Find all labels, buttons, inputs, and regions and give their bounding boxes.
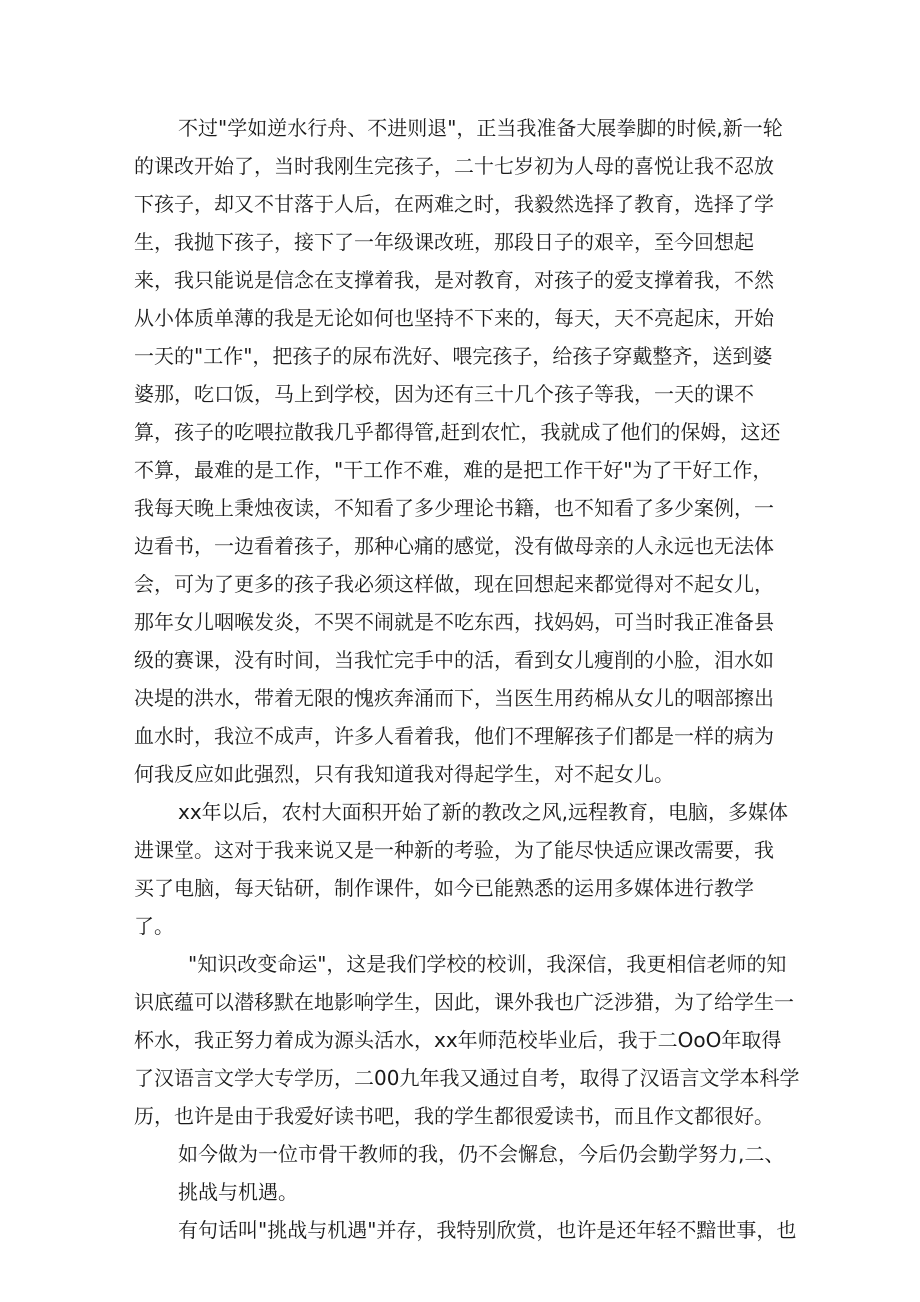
- text-line: xx年以后，农村大面积开始了新的教改之风,远程教育，电脑，多媒体: [178, 800, 789, 824]
- text-line: 那年女儿咽喉发炎，不哭不闹就是不吃东西，找妈妈，可当时我正准备县: [134, 610, 774, 634]
- text-line: 级的赛课，没有时间，当我忙完手中的活，看到女儿瘦削的小脸，泪水如: [134, 648, 774, 672]
- text-line: 不过"学如逆水行舟、不进则退"，正当我准备大展拳脚的时候,新一轮: [178, 116, 783, 140]
- text-line: 生，我抛下孩子，接下了一年级课改班，那段日子的艰辛，至今回想起: [134, 230, 754, 254]
- text-line: 算，孩子的吃喂拉散我几乎都得管,赶到农忙，我就成了他们的保姆，这还: [134, 420, 781, 444]
- text-line: 我每天晚上秉烛夜读，不知看了多少理论书籍，也不知看了多少案例，一: [134, 496, 774, 520]
- text-line: 不算，最难的是工作，"干工作不难，难的是把工作干好"为了干好工作，: [134, 458, 773, 482]
- text-line: 了汉语言文学大专学历，二00九年我又通过自考，取得了汉语言文学本科学: [134, 1066, 800, 1090]
- text-line: "知识改变命运"，这是我们学校的校训，我深信，我更相信老师的知: [188, 952, 787, 976]
- text-line: 历，也许是由于我爱好读书吧，我的学生都很爱读书，而且作文都很好。: [134, 1104, 774, 1128]
- text-line: 了。: [134, 914, 174, 938]
- text-line: 买了电脑，每天钻研，制作课件，如今已能熟悉的运用多媒体进行教学: [134, 876, 754, 900]
- text-line: 婆那，吃口饭，马上到学校，因为还有三十几个孩子等我，一天的课不: [134, 382, 754, 406]
- text-line: 挑战与机遇。: [178, 1180, 298, 1204]
- text-line: 边看书，一边看着孩子，那种心痛的感觉，没有做母亲的人永远也无法体: [134, 534, 774, 558]
- text-line: 会，可为了更多的孩子我必须这样做，现在回想起来都觉得对不起女儿，: [134, 572, 774, 596]
- text-line: 血水时，我泣不成声，许多人看着我，他们不理解孩子们都是一样的病为: [134, 724, 774, 748]
- text-line: 何我反应如此强烈，只有我知道我对得起学生，对不起女儿。: [134, 762, 674, 786]
- text-line: 下孩子，却又不甘落于人后，在两难之时，我毅然选择了教育，选择了学: [134, 192, 774, 216]
- text-line: 进课堂。这对于我来说又是一种新的考验，为了能尽快适应课改需要，我: [134, 838, 774, 862]
- text-line: 杯水，我正努力着成为源头活水，xx年师范校毕业后，我于二OoO年取得: [134, 1028, 782, 1052]
- text-line: 从小体质单薄的我是无论如何也坚持不下来的，每天，天不亮起床，开始: [134, 306, 774, 330]
- text-line: 来，我只能说是信念在支撑着我，是对教育，对孩子的爱支撑着我，不然: [134, 268, 774, 292]
- text-line: 有句话叫"挑战与机遇"并存，我特别欣赏，也许是还年轻不黯世事，也: [178, 1218, 797, 1242]
- text-line: 识底蕴可以潜移默在地影响学生，因此，课外我也广泛涉猎，为了给学生一: [134, 990, 794, 1014]
- text-line: 决堤的洪水，带着无限的愧疚奔涌而下，当医生用药棉从女儿的咽部擦出: [134, 686, 774, 710]
- text-line: 一天的"工作"，把孩子的尿布洗好、喂完孩子，给孩子穿戴整齐，送到婆: [134, 344, 773, 368]
- text-line: 的课改开始了，当时我刚生完孩子，二十七岁初为人母的喜悦让我不忍放: [134, 154, 774, 178]
- text-line: 如今做为一位市骨干教师的我，仍不会懈怠，今后仍会勤学努力,二、: [178, 1142, 785, 1166]
